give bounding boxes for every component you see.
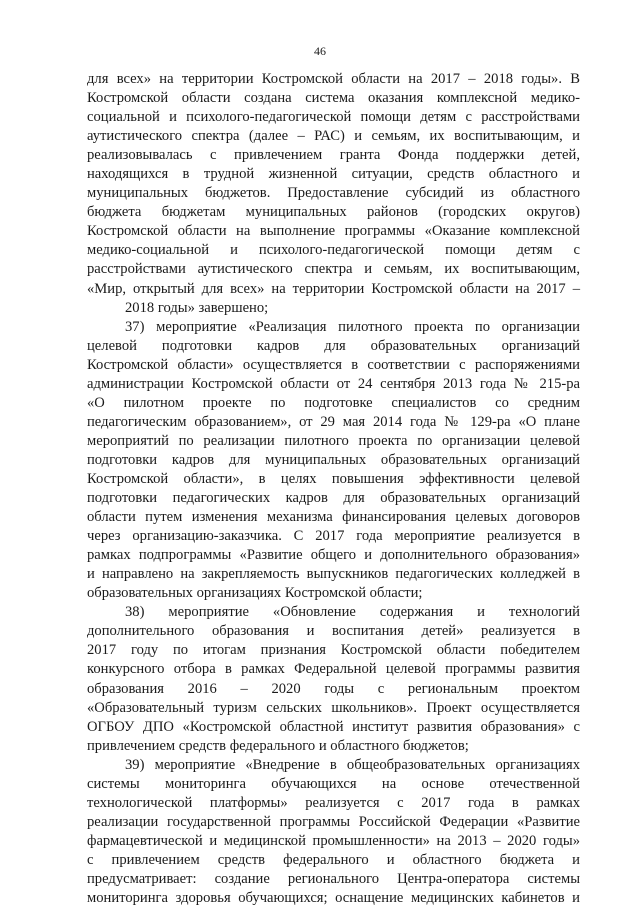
text-line: реализовывалась с привлечением гранта Фонда поддержки детей, (87, 147, 580, 164)
text-line: системы мониторинга обучающихся на основе отечественной (87, 775, 580, 792)
text-line: через организацию-заказчика. С 2017 года мероприятие реализуется в (87, 528, 580, 545)
text-line: 38) мероприятие «Обновление содержания и технологий (125, 604, 580, 621)
text-line: «Мир, открытый для всех» на территории Костромской области на 2017 – (87, 280, 580, 297)
text-line: мероприятий по реализации пилотного проекта по организации целевой (87, 432, 580, 449)
text-line: Костромской области» осуществляется в соответствии с распоряжениями (87, 356, 580, 373)
text-line: 39) мероприятие «Внедрение в общеобразовательных организациях (125, 756, 580, 773)
text-line: бюджета бюджетам муниципальных районов (городских округов) (87, 204, 580, 221)
text-line: Костромской области на выполнение программы «Оказание комплексной (87, 223, 580, 240)
text-line: дополнительного образования и воспитания детей» реализуется в (87, 623, 580, 640)
text-line: рамках подпрограммы «Развитие общего и дополнительного образования» (87, 547, 580, 564)
text-line: и направлено на закрепляемость выпускников педагогических колледжей в (87, 566, 580, 583)
text-line: технологической платформы» реализуется с 2017 года в рамках (87, 794, 580, 811)
text-line: «Образовательный туризм сельских школьников». Проект осуществляется (87, 699, 580, 716)
text-line: области путем изменения механизма финансирования целевых договоров (87, 509, 580, 526)
text-line: муниципальных бюджетов. Предоставление субсидий из областного (87, 185, 580, 202)
text-line: медико-социальной и психолого-педагогической помощи детям с (87, 242, 580, 259)
text-line: реализации государственной программы Российской Федерации «Развитие (87, 813, 580, 830)
text-line: предусматривает: создание регионального Центра-оператора системы (87, 870, 580, 887)
text-line: конкурсного отбора в рамках Федеральной целевой программы развития (87, 661, 580, 678)
page-number: 46 (314, 44, 326, 58)
text-line: привлечением средств федерального и областного бюджетов; (87, 737, 469, 754)
text-line: мониторинга здоровья обучающихся; оснащение медицинских кабинетов и (87, 890, 580, 907)
text-line: администрации Костромской области от 24 сентября 2013 года № 215-ра (87, 375, 580, 392)
text-line: 2017 году по итогам признания Костромской области победителем (87, 642, 580, 659)
text-line: целевой подготовки кадров для образовательных организаций (87, 337, 580, 354)
text-line: педагогическим образованием», от 29 мая 2014 года № 129-ра «О плане (87, 413, 580, 430)
text-line: образовательных организациях Костромской области; (87, 585, 423, 602)
text-line: для всех» на территории Костромской области на 2017 – 2018 годы». В (87, 71, 580, 87)
text-line: «О пилотном проекте по подготовке специалистов со средним (87, 394, 580, 411)
text-line: находящихся в трудной жизненной ситуации, средств областного и (87, 166, 580, 183)
text-line: 2018 годы» завершено; (125, 299, 269, 316)
text-line: ОГБОУ ДПО «Костромской областной институт развития образования» с (87, 718, 580, 735)
text-line: 37) мероприятие «Реализация пилотного проекта по организации (125, 318, 580, 335)
body-text (87, 70, 580, 908)
text-line: социальной и психолого-педагогической помощи детям с расстройствами (87, 109, 580, 126)
text-line: подготовки педагогических кадров для образовательных организаций (87, 490, 580, 507)
text-line: подготовки кадров для муниципальных образовательных организаций (87, 451, 580, 468)
text-line: аутистического спектра (далее – РАС) и семьям, их воспитывающим, и (87, 128, 580, 145)
text-line: образования 2016 – 2020 годы с региональным проектом (87, 680, 580, 697)
text-line: Костромской области», в целях повышения эффективности целевой (87, 470, 580, 487)
text-line: расстройствами аутистического спектра и семьям, их воспитывающим, (87, 261, 580, 278)
text-line: фармацевтической и медицинской промышленности» на 2013 – 2020 годы» (87, 832, 580, 849)
text-line: Костромской области создана система оказания комплексной медико- (87, 90, 580, 107)
text-line: с привлечением средств федерального и областного бюджета и (87, 851, 580, 868)
